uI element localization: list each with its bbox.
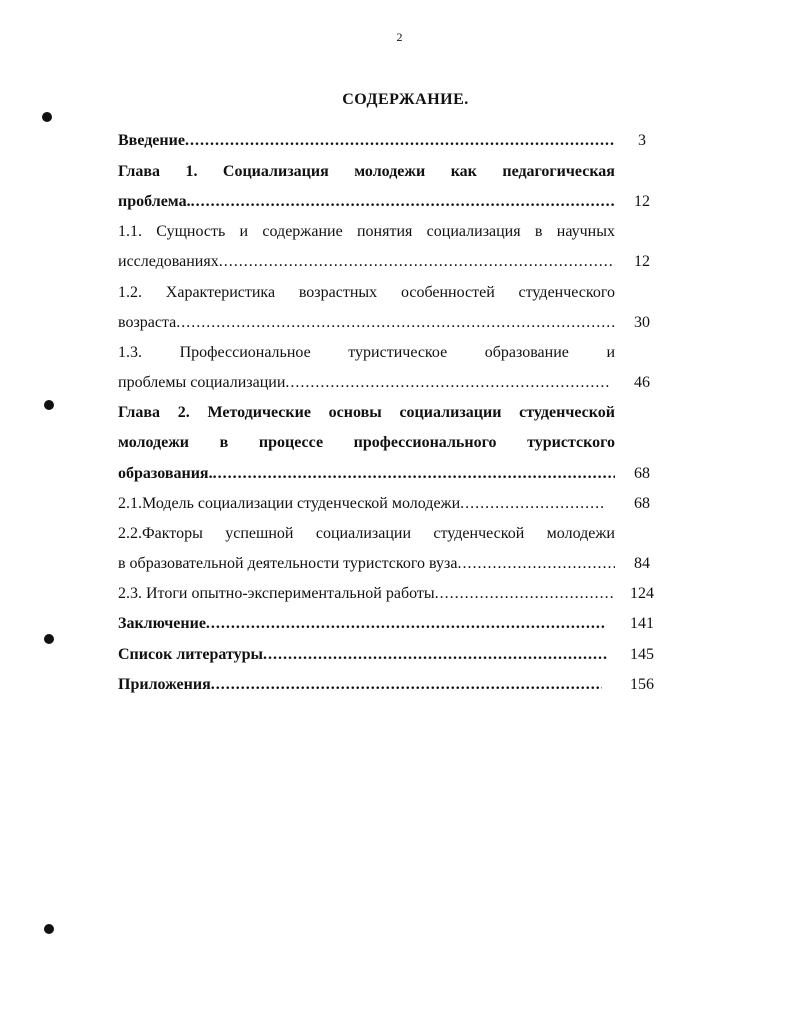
toc-word: возрастных [298,284,378,301]
toc-word: молодежи [354,163,426,180]
toc-word: понятия [356,223,413,240]
toc-page-number: 145 [630,646,654,663]
toc-entry-label: 2.1.Модель социализации студенческой молодежи [118,495,461,512]
leader-dots [285,371,610,395]
toc-entry-references [118,643,608,667]
toc-word: научных [556,223,615,240]
toc-entry-section-1-3 [118,341,615,365]
toc-page-number: 46 [634,374,650,391]
toc-word: педагогическая [502,163,615,180]
leader-dots [435,582,615,606]
leader-dots [460,492,606,516]
leader-dots [211,673,602,697]
leader-dots [176,311,615,335]
toc-word: социализации [315,525,411,542]
toc-entry-section-2-2 [118,522,615,546]
toc-entry-label: в образовательной деятельности туристского вуза [118,555,458,572]
toc-word: Сущность [156,223,226,240]
toc-page-number: 68 [634,495,650,512]
toc-entry-label: возраста [118,314,177,331]
toc-word: успешной [225,525,294,542]
toc-entry-chapter-2 [118,401,615,425]
toc-entry-label: исследованиях [118,253,219,270]
toc-page-number: 12 [634,253,650,270]
toc-word: как [450,163,477,180]
toc-word: социализация [426,223,521,240]
toc-entry-label: образования. [118,465,213,482]
toc-entry-intro [118,129,615,153]
toc-word: содержание [262,223,343,240]
toc-word: Характеристика [165,284,276,301]
toc-word: Глава [118,163,160,180]
toc-word: процессе [258,434,324,451]
toc-word: 2.2.Факторы [118,525,203,542]
toc-entry-section-1-2 [118,281,615,305]
toc-entry-section-1-2-cont [118,311,615,335]
toc-entry-label: 2.3. Итоги опытно-экспериментальной работы [118,585,435,602]
toc-word: студенческой [433,525,525,542]
toc-page-number: 12 [634,193,650,210]
toc-page-number: 3 [638,132,646,149]
toc-word: профессионального [353,434,497,451]
toc-word: 1.1. [118,223,142,240]
toc-word: 2. [177,404,190,421]
toc-page-number: 124 [630,585,654,602]
toc-word: туристского [527,434,615,451]
toc-page-number: 30 [634,314,650,331]
toc-word: основы [328,404,382,421]
toc-word: молодежи [546,525,615,542]
toc-word: особенностей [400,284,495,301]
toc-page-number: 84 [634,555,650,572]
toc-word: 1.2. [118,284,142,301]
toc-word: Социализация [222,163,329,180]
leader-dots [206,612,606,636]
toc-word: Глава [118,404,160,421]
toc-word: туристическое [348,344,448,361]
leader-dots [213,462,615,486]
toc-word: образование [484,344,569,361]
toc-word: Методические [207,404,311,421]
toc-entry-section-2-1 [118,492,606,516]
punch-hole-mark [42,112,52,122]
toc-page-number: 156 [630,676,654,693]
toc-page-number: 68 [634,465,650,482]
toc-entry-label: Список литературы [118,646,263,663]
toc-entry-section-2-3 [118,582,615,606]
toc-entry-section-1-1-cont [118,250,615,274]
punch-hole-mark [44,924,54,934]
toc-word: в [219,434,229,451]
toc-word: в [534,223,543,240]
toc-word: студенческой [519,404,615,421]
leader-dots [191,190,615,214]
toc-word: 1. [185,163,198,180]
toc-entry-chapter-2-cont [118,431,615,455]
toc-word: Профессиональное [179,344,311,361]
toc-entry-section-2-2-cont [118,552,615,576]
toc-page-number: 141 [630,615,654,632]
punch-hole-mark [44,634,54,644]
toc-entry-label: проблема. [118,193,191,210]
toc-word: 1.3. [118,344,142,361]
toc-entry-chapter-2-cont2 [118,462,615,486]
leader-dots [219,250,615,274]
toc-word: и [239,223,249,240]
toc-title: СОДЕРЖАНИЕ. [342,91,469,108]
toc-entry-label: проблемы социализации [118,374,286,391]
toc-entry-label: Введение [118,132,185,149]
toc-entry-label: Заключение [118,615,206,632]
page-number: 2 [396,30,403,44]
toc-word: студенческого [518,284,615,301]
leader-dots [185,129,615,153]
toc-entry-conclusion [118,612,606,636]
toc-entry-chapter-1-cont [118,190,615,214]
leader-dots [457,552,615,576]
punch-hole-mark [44,400,54,410]
leader-dots [263,643,608,667]
toc-entry-appendices [118,673,602,697]
toc-entry-label: Приложения [118,676,211,693]
toc-word: социализации [399,404,502,421]
toc-word: молодежи [118,434,190,451]
toc-word: и [606,344,615,361]
toc-entry-section-1-3-cont [118,371,610,395]
toc-entry-section-1-1 [118,220,615,244]
toc-entry-chapter-1 [118,160,615,184]
